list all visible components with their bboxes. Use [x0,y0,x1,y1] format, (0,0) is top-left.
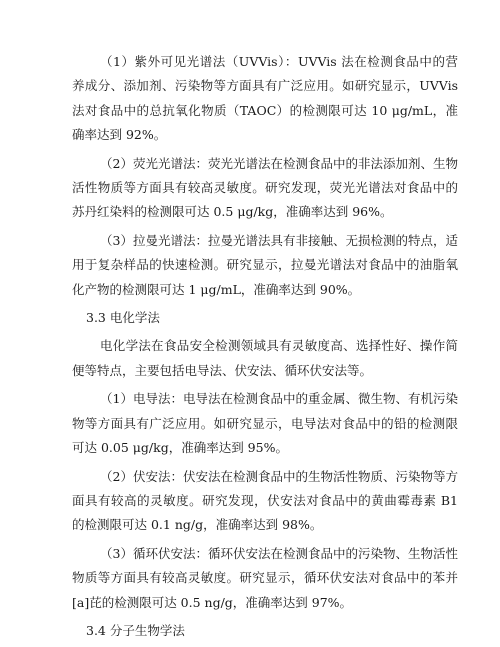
section-heading-molecular-biology: 3.4 分子生物学法 [86,622,185,638]
paragraph-raman: （3）拉曼光谱法：拉曼光谱法具有非接触、无损检测的特点，适用于复杂样品的快速检测。研究显示，拉曼光谱法对食品中的油脂氧化产物的检测限可达 1 μg/mL，准确率达到 90%。 [72,232,458,297]
paragraph-voltammetry: （2）伏安法：伏安法在检测食品中的生物活性物质、污染物等方面具有较高的灵敏度。研究发现，伏安法对食品中的黄曲霉毒素 B1 的检测限可达 0.1 ng/g，准确率达到 98%。 [72,468,458,533]
paragraph-electrochemistry-intro: 电化学法在食品安全检测领域具有灵敏度高、选择性好、操作简便等特点，主要包括电导法、伏安法、循环伏安法等。 [72,338,458,378]
paragraph-fluorescence: （2）荧光光谱法：荧光光谱法在检测食品中的非法添加剂、生物活性物质等方面具有较高灵敏度。研究发现，荧光光谱法对食品中的苏丹红染料的检测限可达 0.5 μg/kg，准确率达到 96%。 [72,155,458,220]
paragraph-uvvis: （1）紫外可见光谱法（UVVis）：UVVis 法在检测食品中的营养成分、添加剂、污染物等方面具有广泛应用。如研究显示，UVVis 法对食品中的总抗氧化物质（TAOC）的检测限可达 10 μg/mL，准确率达到 92%。 [72,54,458,143]
paragraph-conductometry: （1）电导法：电导法在检测食品中的重金属、微生物、有机污染物等方面具有广泛应用。如研究显示，电导法对食品中的铅的检测限可达 0.05 μg/kg，准确率达到 95%。 [72,391,458,456]
section-heading-electrochemistry: 3.3 电化学法 [86,310,160,326]
paragraph-cyclic-voltammetry: （3）循环伏安法：循环伏安法在检测食品中的污染物、生物活性物质等方面具有较高灵敏度。研究显示，循环伏安法对食品中的苯并[a]芘的检测限可达 0.5 ng/g，准确率达到 97%。 [72,545,458,610]
